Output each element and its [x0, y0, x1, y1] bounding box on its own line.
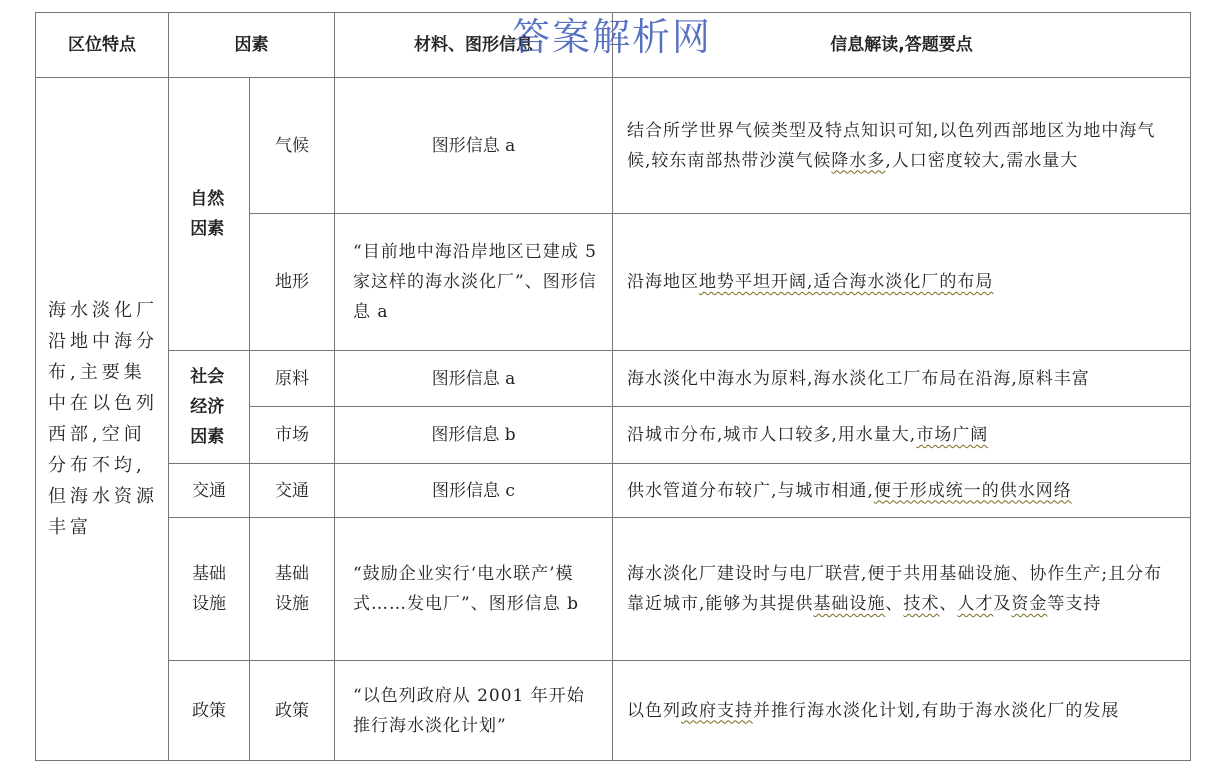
factor-policy: 政策 — [250, 661, 335, 761]
table-row — [36, 661, 1191, 761]
factor-transport: 交通 — [250, 464, 335, 518]
info-climate: 结合所学世界气候类型及特点知识可知,以色列西部地区为地中海气候,较东南部热带沙漠气候降水多,人口密度较大,需水量大 — [613, 78, 1191, 214]
info-transport: 供水管道分布较广,与城市相通,便于形成统一的供水网络 — [613, 464, 1191, 518]
material-climate: 图形信息 a — [335, 78, 613, 214]
factor-market: 市场 — [250, 407, 335, 464]
header-feature: 区位特点 — [36, 13, 169, 78]
material-transport: 图形信息 c — [335, 464, 613, 518]
factor-raw: 原料 — [250, 351, 335, 407]
info-infrastructure: 海水淡化厂建设时与电厂联营,便于共用基础设施、协作生产;且分布靠近城市,能够为其提供基础设施、技术、人才及资金等支持 — [613, 518, 1191, 661]
info-raw: 海水淡化中海水为原料,海水淡化工厂布局在沿海,原料丰富 — [613, 351, 1191, 407]
factor-climate: 气候 — [250, 78, 335, 214]
header-material: 材料、图形信息 — [335, 13, 613, 78]
location-feature-cell: 海水淡化厂沿地中海分布,主要集中在以色列西部,空间分布不均,但海水资源丰富 — [36, 78, 169, 761]
watermark-text: 答案解析网 — [512, 15, 713, 59]
factor-terrain: 地形 — [250, 214, 335, 351]
material-infrastructure: “鼓励企业实行‘电水联产’模式……发电厂”、图形信息 b — [335, 518, 613, 661]
group-infrastructure: 基础设施 — [169, 518, 250, 661]
group-natural: 自然因素 — [169, 78, 250, 351]
group-transport: 交通 — [169, 464, 250, 518]
header-info: 信息解读,答题要点 — [613, 13, 1191, 78]
group-policy: 政策 — [169, 661, 250, 761]
factor-infrastructure: 基础设施 — [250, 518, 335, 661]
info-policy: 以色列政府支持并推行海水淡化计划,有助于海水淡化厂的发展 — [613, 661, 1191, 761]
header-factor: 因素 — [169, 13, 335, 78]
material-market: 图形信息 b — [335, 407, 613, 464]
table-row — [36, 351, 1191, 407]
group-socioeconomic: 社会经济因素 — [169, 351, 250, 464]
table-row — [36, 464, 1191, 518]
info-market: 沿城市分布,城市人口较多,用水量大,市场广阔 — [613, 407, 1191, 464]
material-raw: 图形信息 a — [335, 351, 613, 407]
answer-table — [35, 12, 1191, 761]
material-terrain: “目前地中海沿岸地区已建成 5 家这样的海水淡化厂”、图形信息 a — [335, 214, 613, 351]
info-terrain: 沿海地区地势平坦开阔,适合海水淡化厂的布局 — [613, 214, 1191, 351]
table-row — [36, 78, 1191, 214]
material-policy: “以色列政府从 2001 年开始推行海水淡化计划” — [335, 661, 613, 761]
table-row — [36, 518, 1191, 661]
